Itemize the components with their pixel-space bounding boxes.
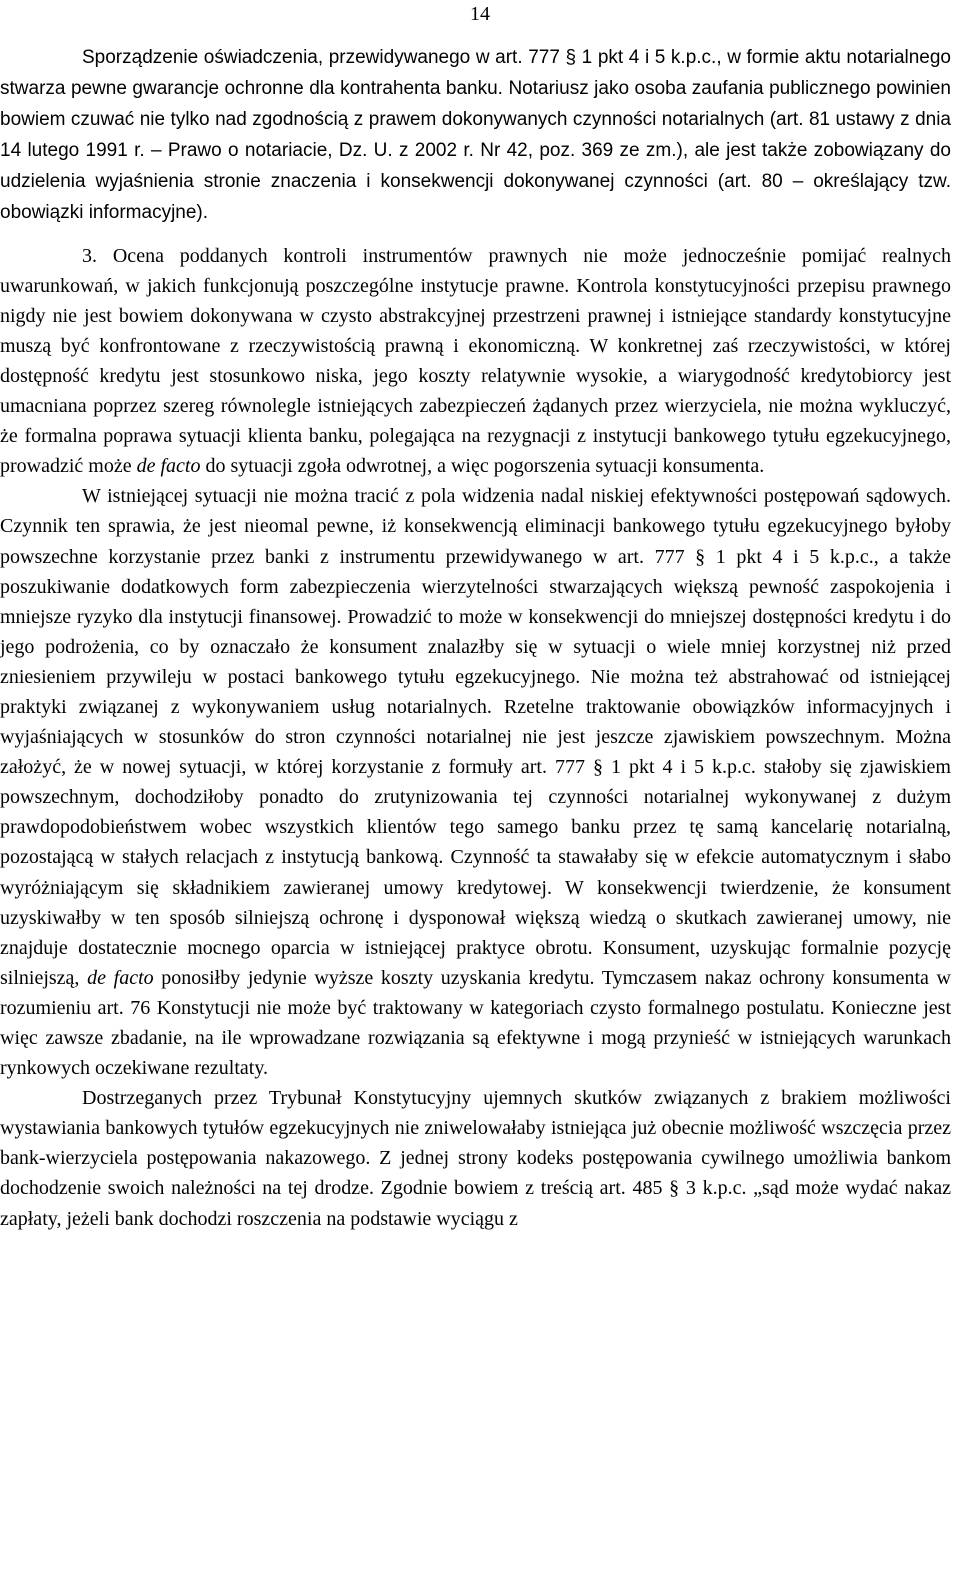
paragraph-text: Dostrzeganych przez Trybunał Konstytucyjny ujemnych skutków związanych z brakiem możliwości wystawiania bankowych tytułów egzekucyjnych nie zniwelowałaby istniejąca już obecnie możliwość wszczęcia przez bank-wierzyciela postępowania nakazowego. Z jednej strony kodeks postępowania cywilnego umożliwia bankom dochodzenie swoich należności na tej drodze. Zgodnie bowiem z treścią art. 485 § 3 k.p.c. „sąd może wydać nakaz zapłaty, jeżeli bank dochodzi roszczenia na podstawie wyciągu z xyxy=(0,1087,951,1230)
paragraph-text: W istniejącej sytuacji nie można tracić z pola widzenia nadal niskiej efektywności postępowań sądowych. Czynnik ten sprawia, że jest nieomal pewne, iż konsekwencją eliminacji bankowego tytułu egzekucyjnego byłoby powszechne korzystanie przez banki z instrumentu przewidywanego w art. 777 § 1 pkt 4 i 5 k.p.c., a także poszukiwanie dodatkowych form zabezpieczenia wierzytelności stwarzających większą pewność zaspokojenia i mniejsze ryzyko dla instytucji finansowej. Prowadzić to może w konsekwencji do mniejszej dostępności kredytu i do jego podrożenia, co by oznaczało że konsument znalazłby się w sytuacji o wiele mniej korzystnej niż przed zniesieniem przywileju w postaci bankowego tytułu egzekucyjnego. Nie można też abstrahować od istniejącej praktyki związanej z wykonywaniem usług notarialnych. Rzetelne traktowanie obowiązków informacyjnych i wyjaśniających w stosunków do stron czynności notarialnej nie jest jeszcze zjawiskiem powszechnym. Można założyć, że w nowej sytuacji, w której korzystanie z formuły art. 777 § 1 pkt 4 i 5 k.p.c. stałoby się zjawiskiem powszechnym, dochodziłoby ponadto do zrutynizowania tej czynności notarialnej wykonywanej z dużym prawdopodobieństwem wobec wszystkich klientów tego samego banku przez tę samą kancelarię notarialną, pozostającą w stałych relacjach z instytucją bankową. Czynność ta stawałaby się w efekcie automatycznym i słabo wyróżniającym się składnikiem zawieranej umowy kredytowej. W konsekwencji twierdzenie, że konsument uzyskiwałby w ten sposób silniejszą ochronę i dysponował większą wiedzą o skutkach zawieranej umowy, nie znajduje dostatecznie mocnego oparcia w istniejącej praktyce obrotu. Konsument, uzyskując formalnie pozycję silniejszą, xyxy=(0,485,951,989)
italic-phrase: de facto xyxy=(87,966,154,989)
paragraph-text: do sytuacji zgoła odwrotnej, a więc pogorszenia sytuacji konsumenta. xyxy=(200,455,765,478)
page-number: 14 xyxy=(470,3,490,25)
paragraph-3 xyxy=(0,481,951,1083)
paragraph-text: ponosiłby jedynie wyższe koszty uzyskania kredytu. Tymczasem nakaz ochrony konsumenta w rozumieniu art. 76 Konstytucji nie może być traktowany w kategoriach czysto formalnego postulatu. Konieczne jest więc zawsze zbadanie, na ile wprowadzane rozwiązania są efektywne i mogą przynieść w istniejących warunkach rynkowych oczekiwane rezultaty. xyxy=(0,966,951,1080)
paragraph-1 xyxy=(0,42,951,229)
italic-phrase: de facto xyxy=(136,455,201,478)
paragraph-2 xyxy=(0,241,951,482)
document-body xyxy=(0,42,951,1234)
paragraph-4 xyxy=(0,1083,951,1233)
paragraph-text: Sporządzenie oświadczenia, przewidywanego w art. 777 § 1 pkt 4 i 5 k.p.c., w formie aktu notarialnego stwarza pewne gwarancje ochronne dla kontrahenta banku. Notariusz jako osoba zaufania publicznego powinien bowiem czuwać nie tylko nad zgodnością z prawem dokonywanych czynności notarialnych (art. 81 ustawy z dnia 14 lutego 1991 r. – Prawo o notariacie, Dz. U. z 2002 r. Nr 42, poz. 369 ze zm.), ale jest także zobowiązany do udzielenia wyjaśnienia stronie znaczenia i konsekwencji dokonywanej czynności (art. 80 – określający tzw. obowiązki informacyjne). xyxy=(0,47,951,224)
paragraph-text: 3. Ocena poddanych kontroli instrumentów prawnych nie może jednocześnie pomijać realnych uwarunkowań, w jakich funkcjonują poszczególne instytucje prawne. Kontrola konstytucyjności przepisu prawnego nigdy nie jest bowiem dokonywana w czysto abstrakcyjnej przestrzeni prawnej i istniejące standardy konstytucyjne muszą być konfrontowane z rzeczywistością prawną i ekonomiczną. W konkretnej zaś rzeczywistości, w której dostępność kredytu jest stosunkowo niska, jego koszty relatywnie wysokie, a wiarygodność kredytobiorcy jest umacniana poprzez szereg równolegle istniejących zabezpieczeń żądanych przez wierzyciela, nie można wykluczyć, że formalna poprawa sytuacji klienta banku, polegająca na rezygnacji z instytucji bankowego tytułu egzekucyjnego, prowadzić może xyxy=(0,244,951,478)
